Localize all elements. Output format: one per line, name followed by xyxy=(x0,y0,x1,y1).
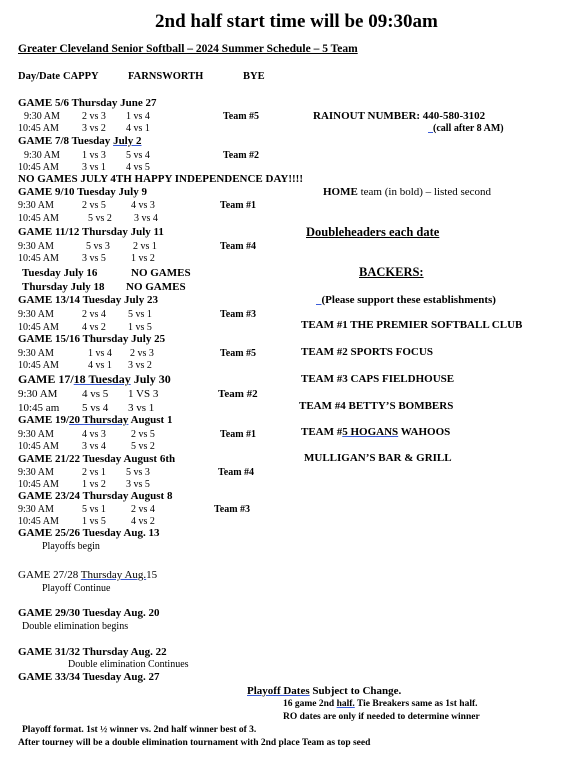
game-label: GAME 11/12 Thursday July 11 xyxy=(18,226,164,238)
playoff-note: Double elimination Continues xyxy=(68,659,189,670)
bye-cell: Team #4 xyxy=(220,241,257,252)
cappy-cell: 3 vs 4 xyxy=(82,441,106,452)
playoff-game-label: GAME 25/26 Tuesday Aug. 13 xyxy=(18,527,160,539)
farnsworth-cell: 5 vs 1 xyxy=(128,309,152,320)
game-label: GAME 21/22 Tuesday August 6th xyxy=(18,453,176,465)
time-cell: 9:30 AM xyxy=(24,111,60,122)
farnsworth-cell: 2 vs 5 xyxy=(131,429,155,440)
bye-cell: Team #5 xyxy=(223,111,260,122)
no-games-july4: NO GAMES JULY 4TH HAPPY INDEPENDENCE DAY!!!! xyxy=(18,173,303,185)
tie-breakers-note: 16 game 2nd half. Tie Breakers same as 1st half. xyxy=(283,699,478,709)
game-label: GAME 15/16 Thursday July 25 xyxy=(18,333,166,345)
cappy-cell: 3 vs 1 xyxy=(82,162,106,173)
farnsworth-cell: 2 vs 3 xyxy=(130,348,154,359)
farnsworth-cell: 3 vs 4 xyxy=(134,213,158,224)
cappy-cell: 5 vs 1 xyxy=(82,504,106,515)
cappy-cell: 5 vs 4 xyxy=(82,402,109,414)
farnsworth-cell: 4 vs 3 xyxy=(131,200,155,211)
farnsworth-cell: 4 vs 5 xyxy=(126,162,150,173)
tourney-note: After tourney will be a double elimination tournament with 2nd place Team as top seed xyxy=(18,738,371,748)
playoff-format-note: Playoff format. 1st ½ winner vs. 2nd half winner best of 3. xyxy=(22,725,257,735)
cappy-cell: 2 vs 1 xyxy=(82,467,106,478)
game-label: GAME 19/20 Thursday August 1 xyxy=(18,414,173,426)
no-games-date: Thursday July 18 xyxy=(22,281,105,293)
farnsworth-cell: 3 vs 2 xyxy=(128,360,152,371)
backer-extra: MULLIGAN’S BAR & GRILL xyxy=(304,452,452,464)
playoff-note: Playoff Continue xyxy=(42,583,111,594)
bye-cell: Team #3 xyxy=(214,504,251,515)
cappy-cell: 1 vs 2 xyxy=(82,479,106,490)
col-header-farnsworth: FARNSWORTH xyxy=(128,71,204,82)
farnsworth-cell: 1 vs 4 xyxy=(126,111,150,122)
no-games-text: NO GAMES xyxy=(131,267,191,279)
league-title: Greater Cleveland Senior Softball – 2024 Summer Schedule – 5 Team xyxy=(18,43,358,55)
time-cell: 10:45 AM xyxy=(18,322,59,333)
cappy-cell: 1 vs 3 xyxy=(82,150,106,161)
playoff-dates-note: Playoff Dates Subject to Change. xyxy=(247,685,402,697)
time-cell: 10:45 AM xyxy=(18,253,59,264)
cappy-cell: 1 vs 5 xyxy=(82,516,106,527)
playoff-note: Playoffs begin xyxy=(42,541,100,552)
farnsworth-cell: 2 vs 4 xyxy=(131,504,155,515)
backer-team: TEAM #4 BETTY’S BOMBERS xyxy=(299,400,454,412)
backer-team: TEAM #1 THE PREMIER SOFTBALL CLUB xyxy=(301,319,523,331)
playoff-note: Double elimination begins xyxy=(22,621,129,632)
backers-subtitle: (Please support these establishments) xyxy=(321,294,496,306)
farnsworth-cell: 1 VS 3 xyxy=(128,388,159,400)
home-team-note: HOME team (in bold) – listed second xyxy=(323,186,492,198)
cappy-cell: 4 vs 5 xyxy=(82,388,109,400)
game-label: GAME 13/14 Tuesday July 23 xyxy=(18,294,158,306)
time-cell: 9:30 AM xyxy=(18,388,58,400)
time-cell: 10:45 AM xyxy=(18,479,59,490)
time-cell: 10:45 AM xyxy=(18,516,59,527)
backer-team: TEAM #5 HOGANS WAHOOS xyxy=(301,426,451,438)
cappy-cell: 5 vs 2 xyxy=(88,213,112,224)
backer-team: TEAM #2 SPORTS FOCUS xyxy=(301,346,433,358)
col-header-cappy: CAPPY xyxy=(63,71,99,82)
bye-cell: Team #5 xyxy=(220,348,257,359)
playoff-game-label: GAME 31/32 Thursday Aug. 22 xyxy=(18,646,167,658)
backer-team: TEAM #3 CAPS FIELDHOUSE xyxy=(301,373,455,385)
doubleheaders-heading: Doubleheaders each date xyxy=(306,225,440,239)
time-cell: 9:30 AM xyxy=(18,241,54,252)
cappy-cell: 4 vs 3 xyxy=(82,429,106,440)
cappy-cell: 4 vs 1 xyxy=(88,360,112,371)
cappy-cell: 4 vs 2 xyxy=(82,322,106,333)
farnsworth-cell: 1 vs 5 xyxy=(128,322,152,333)
farnsworth-cell: 4 vs 1 xyxy=(126,123,150,134)
backers-title: BACKERS: xyxy=(359,265,424,279)
col-header-bye: BYE xyxy=(243,71,265,82)
bye-cell: Team #2 xyxy=(223,150,260,161)
bye-cell: Team #3 xyxy=(220,309,257,320)
time-cell: 10:45 AM xyxy=(18,162,59,173)
cappy-cell: 5 vs 3 xyxy=(86,241,110,252)
time-cell: 10:45 AM xyxy=(18,123,59,134)
rainout-number: RAINOUT NUMBER: 440-580-3102 xyxy=(313,110,486,122)
game-label: GAME 9/10 Tuesday July 9 xyxy=(18,186,147,198)
farnsworth-cell: 5 vs 4 xyxy=(126,150,150,161)
time-cell: 10:45 am xyxy=(18,402,60,414)
banner-title: 2nd half start time will be 09:30am xyxy=(155,11,438,32)
playoff-game-label: GAME 29/30 Tuesday Aug. 20 xyxy=(18,607,160,619)
cappy-cell: 1 vs 4 xyxy=(88,348,112,359)
bye-cell: Team #1 xyxy=(220,429,257,440)
cappy-cell: 2 vs 4 xyxy=(82,309,106,320)
rainout-note: (call after 8 AM) xyxy=(433,123,504,134)
farnsworth-cell: 5 vs 2 xyxy=(131,441,155,452)
farnsworth-cell: 2 vs 1 xyxy=(133,241,157,252)
time-cell: 10:45 AM xyxy=(18,441,59,452)
cappy-cell: 3 vs 2 xyxy=(82,123,106,134)
col-header-daydate: Day/Date xyxy=(18,71,60,82)
cappy-cell: 2 vs 3 xyxy=(82,111,106,122)
game-label: GAME 17/18 Tuesday July 30 xyxy=(18,372,171,386)
time-cell: 10:45 AM xyxy=(18,360,59,371)
time-cell: 9:30 AM xyxy=(18,348,54,359)
time-cell: 9:30 AM xyxy=(18,200,54,211)
bye-cell: Team #1 xyxy=(220,200,257,211)
farnsworth-cell: 3 vs 1 xyxy=(128,402,155,414)
time-cell: 9:30 AM xyxy=(18,309,54,320)
bye-cell: Team #2 xyxy=(218,388,258,400)
game-label: GAME 5/6 Thursday June 27 xyxy=(18,97,157,109)
time-cell: 9:30 AM xyxy=(24,150,60,161)
farnsworth-cell: 4 vs 2 xyxy=(131,516,155,527)
no-games-text: NO GAMES xyxy=(126,281,186,293)
playoff-game-label: GAME 33/34 Tuesday Aug. 27 xyxy=(18,671,160,683)
bye-cell: Team #4 xyxy=(218,467,255,478)
cappy-cell: 3 vs 5 xyxy=(82,253,106,264)
ro-dates-note: RO dates are only if needed to determine winner xyxy=(283,712,480,722)
farnsworth-cell: 1 vs 2 xyxy=(131,253,155,264)
time-cell: 9:30 AM xyxy=(18,504,54,515)
no-games-date: Tuesday July 16 xyxy=(22,267,98,279)
farnsworth-cell: 3 vs 5 xyxy=(126,479,150,490)
time-cell: 9:30 AM xyxy=(18,467,54,478)
playoff-game-label: GAME 27/28 Thursday Aug.15 xyxy=(18,569,158,581)
cappy-cell: 2 vs 5 xyxy=(82,200,106,211)
time-cell: 9:30 AM xyxy=(18,429,54,440)
time-cell: 10:45 AM xyxy=(18,213,59,224)
farnsworth-cell: 5 vs 3 xyxy=(126,467,150,478)
game-label: GAME 23/24 Thursday August 8 xyxy=(18,490,173,502)
game-label: GAME 7/8 Tuesday July 2 xyxy=(18,135,142,147)
